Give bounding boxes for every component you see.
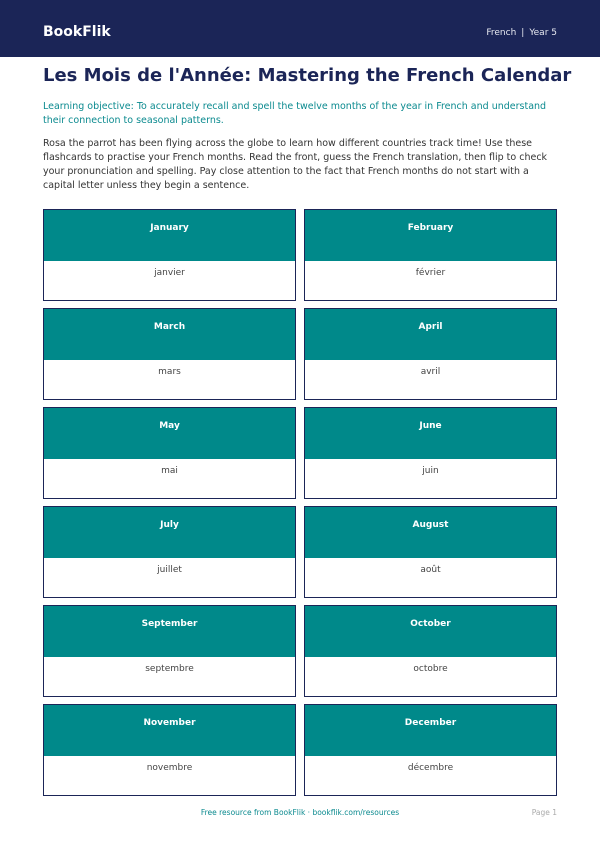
flashcard[interactable] xyxy=(43,407,296,499)
flashcard-front: January xyxy=(44,210,295,261)
flashcard-front: December xyxy=(305,705,556,756)
flashcard-front: April xyxy=(305,309,556,360)
flashcard-front: July xyxy=(44,507,295,558)
flashcard[interactable] xyxy=(43,605,296,697)
flashcard[interactable] xyxy=(43,308,296,400)
brand-logo: BookFlik xyxy=(43,24,111,40)
top-bar xyxy=(0,0,600,57)
flashcard-back: janvier xyxy=(44,261,295,300)
flashcard-front: June xyxy=(305,408,556,459)
separator: | xyxy=(521,28,525,38)
subject-label: French xyxy=(486,28,517,38)
year-label: Year 5 xyxy=(529,28,557,38)
flashcard-front: August xyxy=(305,507,556,558)
flashcard[interactable] xyxy=(304,506,557,598)
flashcard[interactable] xyxy=(43,506,296,598)
flashcard[interactable] xyxy=(43,704,296,796)
flashcard-back: mai xyxy=(44,459,295,498)
flashcard[interactable] xyxy=(304,308,557,400)
intro-paragraph: Rosa the parrot has been flying across the globe to learn how different countries track time! Use these flashcards to practise your French months. Read the front, guess the French translation, then flip to check your pronunciation and spelling. Pay close attention to the fact that French months do not start with a capital letter unless they begin a sentence. xyxy=(43,138,548,191)
flashcard-back: octobre xyxy=(305,657,556,696)
flashcard[interactable] xyxy=(304,209,557,301)
subject-year-label xyxy=(486,27,557,39)
flashcard-back: mars xyxy=(44,360,295,399)
learning-objective: Learning objective: To accurately recall and spell the twelve months of the year in French and understand their connection to seasonal patterns. xyxy=(43,101,547,126)
flashcard-back: décembre xyxy=(305,756,556,795)
flashcard-back: septembre xyxy=(44,657,295,696)
flashcard-back: juin xyxy=(305,459,556,498)
flashcard-back: février xyxy=(305,261,556,300)
flashcard-back: juillet xyxy=(44,558,295,597)
flashcard-front: September xyxy=(44,606,295,657)
flashcard[interactable] xyxy=(304,605,557,697)
flashcard-front: October xyxy=(305,606,556,657)
flashcard[interactable] xyxy=(304,407,557,499)
flashcard-front: November xyxy=(44,705,295,756)
flashcard-front: May xyxy=(44,408,295,459)
flashcard-back: novembre xyxy=(44,756,295,795)
footer-link[interactable]: Free resource from BookFlik · bookflik.com/resources xyxy=(200,808,400,817)
flashcard[interactable] xyxy=(304,704,557,796)
flashcard-grid xyxy=(43,209,557,796)
flashcard-back: avril xyxy=(305,360,556,399)
page-title: Les Mois de l'Année: Mastering the French Calendar xyxy=(43,65,572,86)
flashcard-front: February xyxy=(305,210,556,261)
flashcard-back: août xyxy=(305,558,556,597)
flashcard-front: March xyxy=(44,309,295,360)
flashcard[interactable] xyxy=(43,209,296,301)
page-number: Page 1 xyxy=(531,808,557,817)
